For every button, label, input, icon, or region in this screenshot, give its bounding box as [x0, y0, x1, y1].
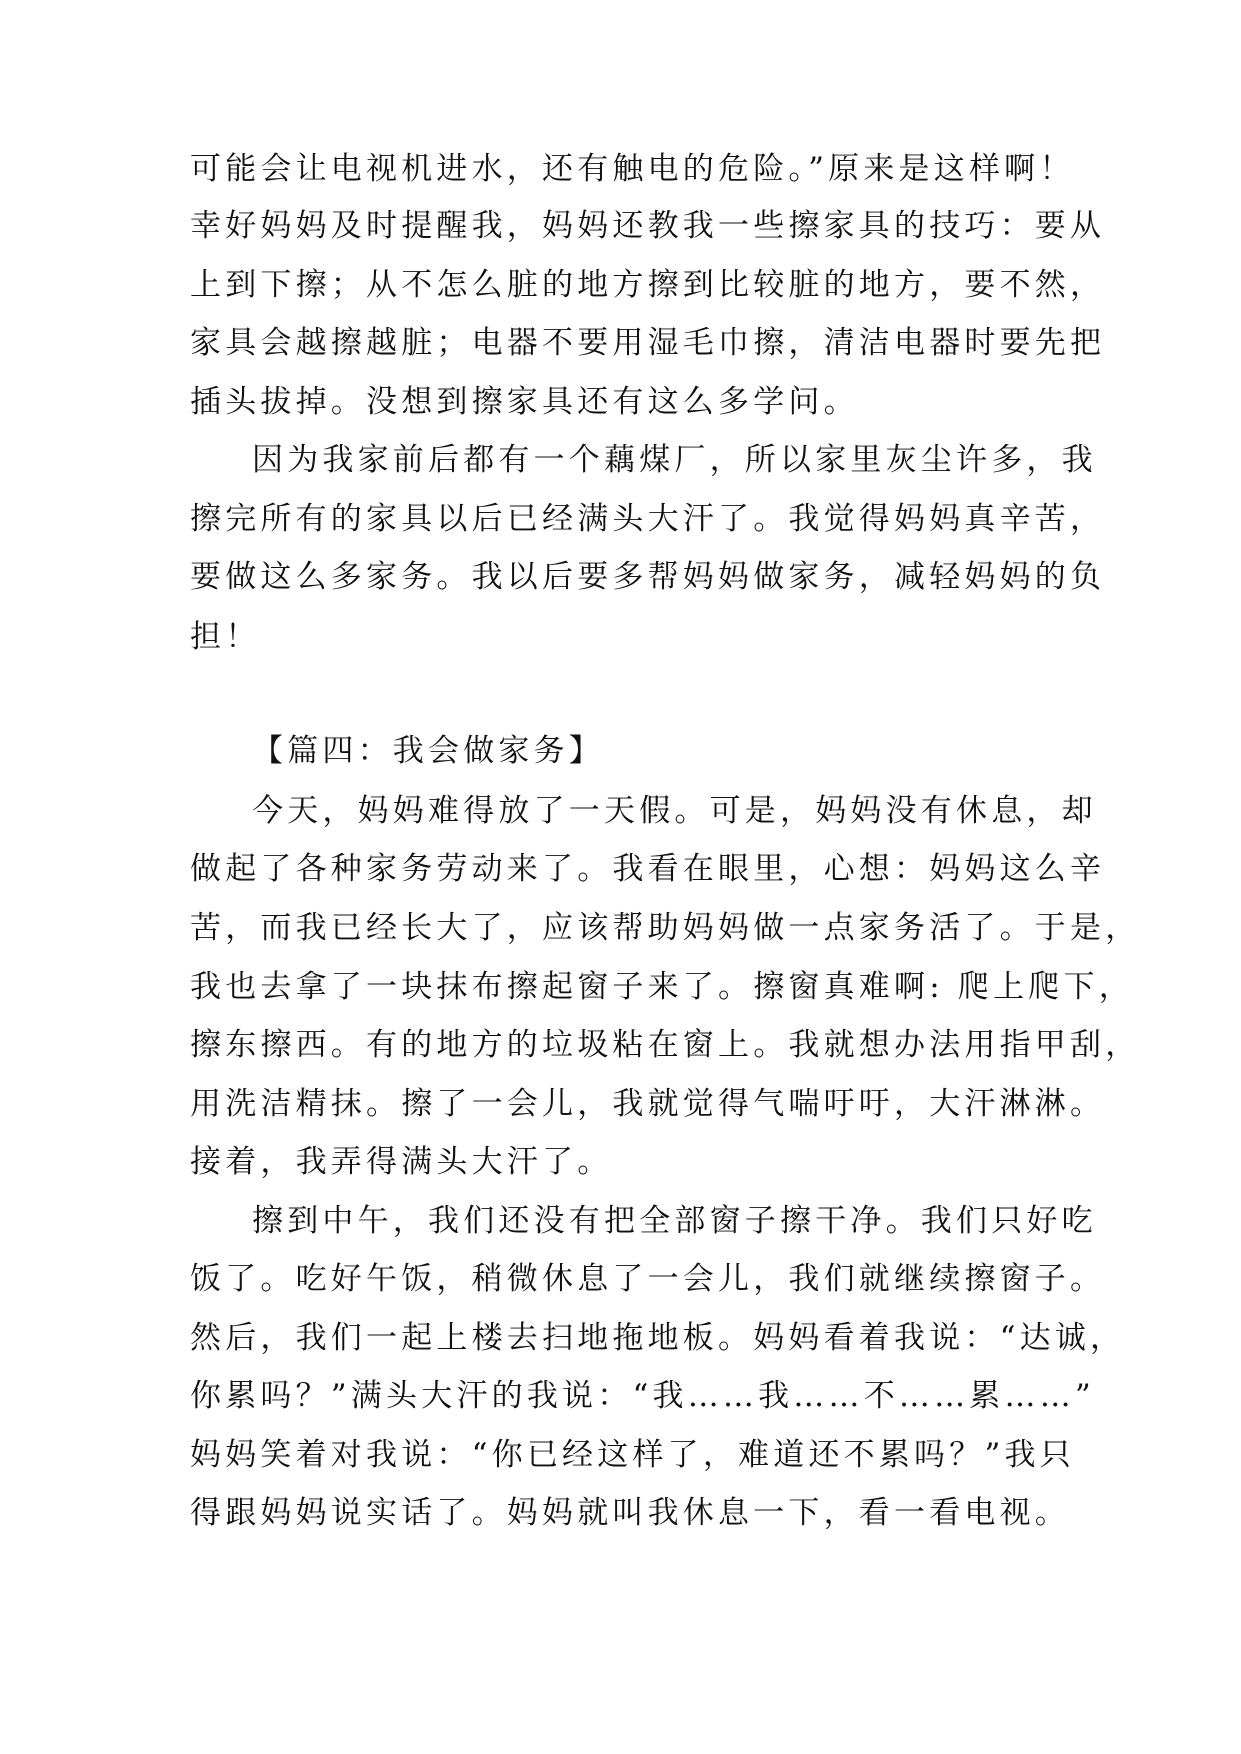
paragraph-line: 得跟妈妈说实话了。妈妈就叫我休息一下，看一看电视。	[190, 1495, 1070, 1531]
paragraph-line: 我也去拿了一块抹布擦起窗子来了。擦窗真难啊: 爬上爬下，	[190, 969, 1134, 1005]
paragraph-line: 可能会让电视机进水，还有触电的危险。”原来是这样啊！	[190, 151, 1075, 187]
paragraph-line: 擦东擦西。有的地方的垃圾粘在窗上。我就想办法用指甲刮，	[190, 1027, 1141, 1063]
paragraph-line: 因为我家前后都有一个藕煤厂，所以家里灰尘许多，我	[252, 442, 1097, 478]
paragraph-line: 家具会越擦越脏；电器不要用湿毛巾擦，清洁电器时要先把	[190, 325, 1106, 361]
paragraph-line: 接着，我弄得满头大汗了。	[190, 1144, 613, 1180]
paragraph-line: 擦到中午，我们还没有把全部窗子擦干净。我们只好吃	[252, 1203, 1097, 1239]
paragraph-line: 担！	[190, 619, 261, 655]
paragraph-line: 擦完所有的家具以后已经满头大汗了。我觉得妈妈真辛苦，	[190, 501, 1106, 537]
paragraph-line: 然后，我们一起上楼去扫地拖地板。妈妈看着我说：“达诚，	[190, 1320, 1126, 1356]
paragraph-line: 插头拔掉。没想到擦家具还有这么多学问。	[190, 384, 859, 420]
paragraph-line: 饭了。吃好午饭，稍微休息了一会儿，我们就继续擦窗子。	[190, 1261, 1106, 1297]
paragraph-line: 用洗洁精抹。擦了一会儿，我就觉得气喘吁吁，大汗淋淋。	[190, 1086, 1106, 1122]
paragraph-line: 今天，妈妈难得放了一天假。可是，妈妈没有休息，却	[252, 793, 1097, 829]
paragraph-line: 妈妈笑着对我说：“你已经这样了，难道还不累吗？”我只	[190, 1437, 1075, 1473]
paragraph-line: 幸好妈妈及时提醒我，妈妈还教我一些擦家具的技巧：要从	[190, 208, 1106, 244]
section-heading: 【篇四：我会做家务】	[252, 733, 604, 769]
paragraph-line: 上到下擦；从不怎么脏的地方擦到比较脏的地方，要不然，	[190, 267, 1106, 303]
paragraph-line: 要做这么多家务。我以后要多帮妈妈做家务，减轻妈妈的负	[190, 559, 1106, 595]
paragraph-line: 你累吗？”满头大汗的我说：“我……我……不……累……”	[190, 1378, 1095, 1414]
paragraph-line: 做起了各种家务劳动来了。我看在眼里，心想：妈妈这么辛	[190, 851, 1106, 887]
paragraph-line: 苦，而我已经长大了，应该帮助妈妈做一点家务活了。于是，	[190, 910, 1141, 946]
